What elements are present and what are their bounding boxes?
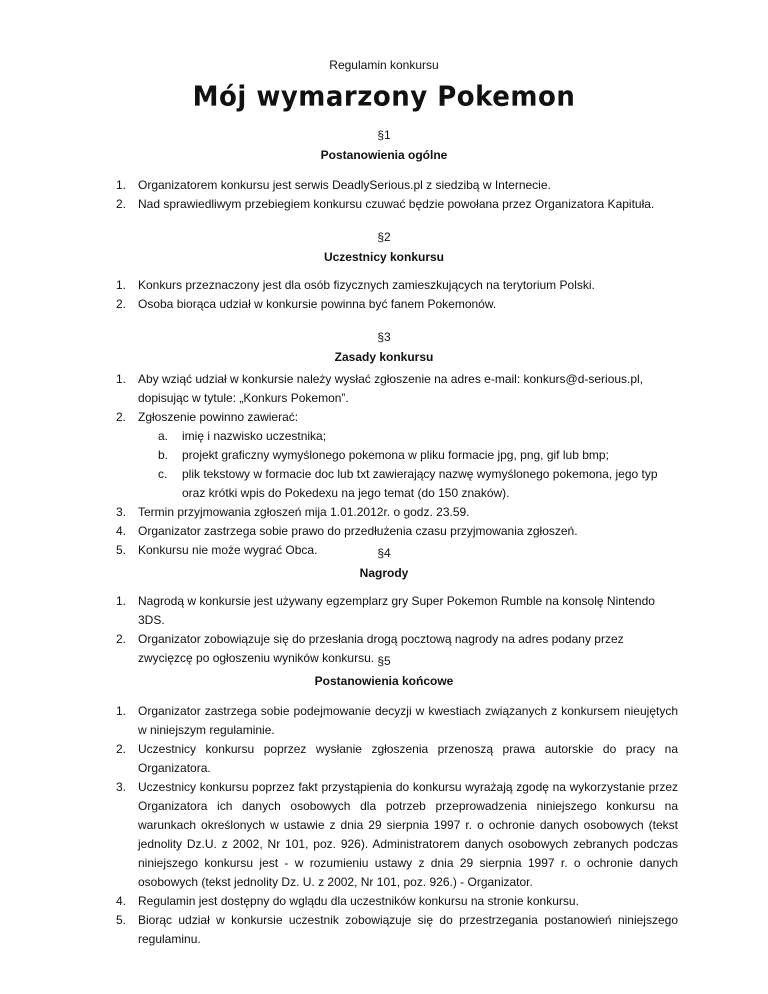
section-2-heading [0,230,768,264]
item-number: 2. [116,297,127,311]
item-number: 1. [116,594,127,608]
section-number: §4 [377,546,391,560]
subitem-text: imię i nazwisko uczestnika; [182,429,327,443]
sublist-item [0,465,768,503]
section-title: Nagrody [359,566,409,580]
list-item [0,892,768,911]
list-item [0,702,768,740]
section-5-heading [0,654,768,688]
section-1-heading [0,128,768,162]
item-text: Uczestnicy konkursu poprzez fakt przystąpienia do konkursu wyrażają zgodę na wykorzystanie przez Organizatora ich danych osobowych dla potrzeb przeprowadzenia niniejszego konkursu na warunkach określonych w ustawie z dnia 29 sierpnia 1997 r. o ochronie danych osobowych (tekst jednolity Dz.U. z 2002, Nr 101, poz. 926). Administratorem danych osobowych zebranych podczas niniejszego konkursu jest - w rozumieniu ustawy z dnia 29 sierpnia 1997 r. o ochronie danych osobowych (tekst jednolity Dz. U. z 2002, Nr 101, poz. 926.) - Organizator. [138,780,678,889]
section-3-heading [0,330,768,364]
list-item [0,195,768,214]
item-number: 3. [116,505,127,519]
list-item [0,522,768,541]
item-number: 2. [116,197,127,211]
item-text: Regulamin jest dostępny do wglądu dla uczestników konkursu na stronie konkursu. [138,894,579,908]
sublist-item [0,427,768,446]
subitem-letter: b. [158,448,169,462]
section-3-sublist [0,427,768,503]
list-item [0,408,768,503]
item-text: Konkursu nie może wygrać Obca. [138,543,318,557]
list-item [0,370,768,408]
document-subtitle: Regulamin konkursu [329,58,439,72]
item-text: Aby wziąć udział w konkursie należy wysłać zgłoszenie na adres e-mail: konkurs@d-serious.pl, dopisując w tytule: „Konkurs Pokemon”. [138,372,644,405]
item-text: Organizator zastrzega sobie podejmowanie decyzji w kwestiach związanych z konkursem nieujętych w niniejszym regulaminie. [138,704,678,737]
list-item [0,778,768,892]
item-number: 4. [116,524,127,538]
section-3-list [0,370,768,560]
item-number: 5. [116,913,127,927]
section-number: §3 [377,330,391,344]
section-number: §2 [377,230,391,244]
item-text: Organizatorem konkursu jest serwis DeadlySerious.pl z siedzibą w Internecie. [138,178,551,192]
item-number: 1. [116,372,127,386]
section-number: §1 [377,128,391,142]
section-4-heading [0,546,768,580]
section-title: Postanowienia końcowe [314,674,454,688]
item-text: Zgłoszenie powinno zawierać: [138,410,299,424]
item-number: 1. [116,278,127,292]
list-item [0,503,768,522]
item-number: 3. [116,780,127,794]
item-number: 4. [116,894,127,908]
subitem-text: projekt graficzny wymyślonego pokemona w pliku formacie jpg, png, gif lub bmp; [182,448,609,462]
item-text: Nagrodą w konkursie jest używany egzemplarz gry Super Pokemon Rumble na konsolę Nintendo 3DS. [138,594,655,627]
section-2-list [0,276,768,314]
item-number: 1. [116,704,127,718]
section-title: Postanowienia ogólne [320,148,448,162]
item-number: 2. [116,410,127,424]
item-text: Biorąc udział w konkursie uczestnik zobowiązuje się do przestrzegania postanowień niniejszego regulaminu. [138,913,678,946]
subitem-letter: c. [158,467,168,481]
document-title: Mój wymarzony Pokemon [192,81,576,113]
item-number: 2. [116,742,127,756]
list-item [0,740,768,778]
section-1-list [0,176,768,214]
item-text: Organizator zobowiązuje się do przesłania drogą pocztową nagrody na adres podany przez zwycięzcę po ogłoszeniu wyników konkursu. [138,632,624,665]
subitem-text: plik tekstowy w formacie doc lub txt zawierający nazwę wymyślonego pokemona, jego typ oraz krótki wpis do Pokedexu na jego temat (do 150 znaków). [182,467,658,500]
item-text: Uczestnicy konkursu poprzez wysłanie zgłoszenia przenoszą prawa autorskie do pracy na Organizatora. [138,742,678,775]
item-text: Osoba biorąca udział w konkursie powinna być fanem Pokemonów. [138,297,497,311]
list-item [0,911,768,949]
item-number: 5. [116,543,127,557]
subitem-letter: a. [158,429,169,443]
sublist-item [0,446,768,465]
item-number: 2. [116,632,127,646]
item-text: Termin przyjmowania zgłoszeń mija 1.01.2012r. o godz. 23.59. [138,505,470,519]
item-text: Organizator zastrzega sobie prawo do przedłużenia czasu przyjmowania zgłoszeń. [138,524,578,538]
list-item [0,276,768,295]
section-5-list [0,702,768,949]
item-number: 1. [116,178,127,192]
list-item [0,592,768,630]
section-number: §5 [377,654,391,668]
section-title: Uczestnicy konkursu [323,250,445,264]
list-item [0,295,768,314]
section-title: Zasady konkursu [334,350,434,364]
item-text: Nad sprawiedliwym przebiegiem konkursu czuwać będzie powołana przez Organizatora Kapituła. [138,197,655,211]
list-item [0,176,768,195]
item-text: Konkurs przeznaczony jest dla osób fizycznych zamieszkujących na terytorium Polski. [138,278,595,292]
